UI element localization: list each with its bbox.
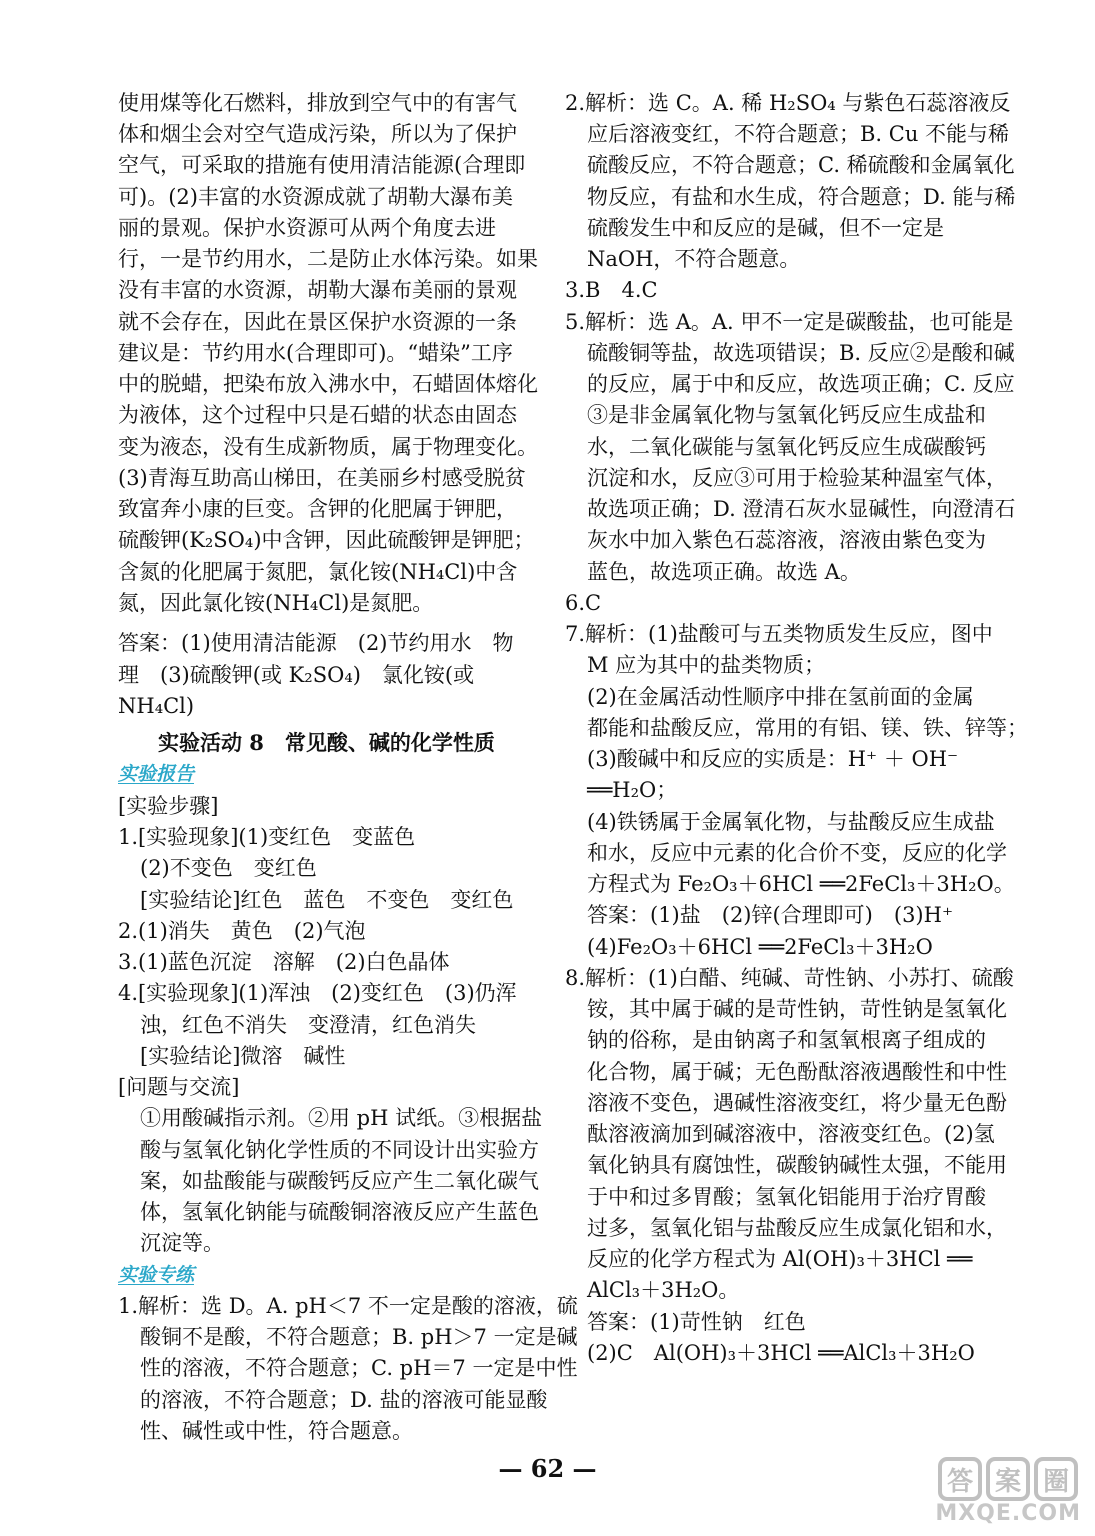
text-line: (2)在金属活动性顺序中排在氢前面的金属 — [587, 685, 974, 709]
text-line: 2.解析：选 C。A. 稀 H₂SO₄ 与紫色石蕊溶液反 — [565, 91, 1011, 115]
text-line: 2.(1)消失 黄色 (2)气泡 — [118, 919, 366, 943]
text-line: 1.[实验现象](1)变红色 变蓝色 — [118, 825, 416, 849]
text-line: 于中和过多胃酸；氢氧化铝能用于治疗胃酸 — [587, 1185, 986, 1209]
text-line: 4.[实验现象](1)浑浊 (2)变红色 (3)仍浑 — [118, 981, 517, 1005]
text-line: 铵，其中属于碱的是苛性钠，苛性钠是氢氧化 — [587, 997, 1007, 1021]
watermark-logo-char: 圈 — [1034, 1457, 1078, 1501]
text-line: 使用煤等化石燃料，排放到空气中的有害气 — [118, 91, 517, 115]
text-line: 中的脱蜡，把染布放入沸水中，石蜡固体熔化 — [118, 372, 538, 396]
text-line: 蓝色，故选项正确。故选 A。 — [587, 560, 861, 584]
text-line: 5.解析：选 A。A. 甲不一定是碳酸盐，也可能是 — [565, 310, 1014, 334]
text-line: 酸铜不是酸，不符合题意；B. pH＞7 一定是碱 — [140, 1325, 578, 1349]
text-line: 答案：(1)使用清洁能源 (2)节约用水 物 — [118, 631, 514, 655]
text-line: 方程式为 Fe₂O₃＋6HCl ══2FeCl₃＋3H₂O。 — [587, 872, 1015, 896]
text-line: 都能和盐酸反应，常用的有铝、镁、铁、锌等； — [587, 716, 1028, 740]
text-line: 体和烟尘会对空气造成污染，所以为了保护 — [118, 122, 517, 146]
text-line: 答案：(1)盐 (2)锌(合理即可) (3)H⁺ — [587, 903, 954, 927]
watermark — [935, 1457, 1081, 1526]
text-line: 7.解析：(1)盐酸可与五类物质发生反应，图中 — [565, 622, 993, 646]
text-line: [问题与交流] — [118, 1075, 240, 1099]
text-line: 3.(1)蓝色沉淀 溶解 (2)白色晶体 — [118, 950, 450, 974]
text-line: 丽的景观。保护水资源可从两个角度去进 — [118, 216, 496, 240]
text-line: M 应为其中的盐类物质； — [587, 653, 826, 677]
text-line: 含氮的化肥属于氮肥，氯化铵(NH₄Cl)中含 — [118, 560, 518, 584]
text-line: 物反应，有盐和水生成，符合题意；D. 能与稀 — [587, 185, 1016, 209]
text-line: 8.解析：(1)白醋、纯碱、苛性钠、小苏打、硫酸 — [565, 966, 1014, 990]
text-line: 灰水中加入紫色石蕊溶液，溶液由紫色变为 — [587, 528, 986, 552]
text-line: 硫酸反应，不符合题意；C. 稀硫酸和金属氧化 — [587, 153, 1015, 177]
text-line: 氧化钠具有腐蚀性，碳酸钠碱性太强，不能用 — [587, 1153, 1007, 1177]
text-line: [实验步骤] — [118, 794, 219, 818]
text-line: 体，氢氧化钠能与硫酸铜溶液反应产生蓝色 — [140, 1200, 539, 1224]
text-line: 3.B 4.C — [565, 278, 658, 302]
text-line: 水，二氧化碳能与氢氧化钙反应生成碳酸钙 — [587, 435, 986, 459]
text-line: 就不会存在，因此在景区保护水资源的一条 — [118, 310, 517, 334]
text-line: 空气，可采取的措施有使用清洁能源(合理即 — [118, 153, 526, 177]
watermark-url: MXQE.COM — [935, 1501, 1081, 1526]
text-line: 酸与氢氧化钠化学性质的不同设计出实验方 — [140, 1138, 539, 1162]
section-tag: 实验报告 — [118, 763, 195, 785]
text-line: 钠的俗称，是由钠离子和氢氧根离子组成的 — [587, 1028, 986, 1052]
watermark-logo — [935, 1457, 1081, 1501]
text-line: 浊，红色不消失 变澄清，红色消失 — [140, 1013, 476, 1037]
text-line: 可)。(2)丰富的水资源成就了胡勒大瀑布美 — [118, 185, 513, 209]
text-line: AlCl₃＋3H₂O。 — [587, 1278, 740, 1302]
text-line: (3)酸碱中和反应的实质是：H⁺ ＋ OH⁻ — [587, 747, 959, 771]
text-line: 硫酸发生中和反应的是碱，但不一定是 — [587, 216, 944, 240]
text-line: 6.C — [565, 591, 602, 615]
section-tag: 实验专练 — [118, 1264, 195, 1286]
text-line: [实验结论]微溶 碱性 — [140, 1044, 346, 1068]
text-line: NaOH，不符合题意。 — [587, 247, 801, 271]
text-line: ①用酸碱指示剂。②用 pH 试纸。③根据盐 — [140, 1106, 543, 1130]
text-line: 沉淀和水，反应③可用于检验某种温室气体， — [587, 466, 1007, 490]
text-line: 案，如盐酸能与碳酸钙反应产生二氧化碳气 — [140, 1169, 539, 1193]
text-line: 没有丰富的水资源，胡勒大瀑布美丽的景观 — [118, 278, 517, 302]
text-line: 变为液态，没有生成新物质，属于物理变化。 — [118, 435, 538, 459]
text-line: 性、碱性或中性，符合题意。 — [140, 1419, 413, 1443]
text-line: 理 (3)硫酸钾(或 K₂SO₄) 氯化铵(或 — [118, 663, 475, 687]
text-line: 化合物，属于碱；无色酚酞溶液遇酸性和中性 — [587, 1060, 1007, 1084]
text-line: 建议是：节约用水(合理即可)。“蜡染”工序 — [118, 341, 513, 365]
text-line: [实验结论]红色 蓝色 不变色 变红色 — [140, 888, 514, 912]
text-line: ══H₂O； — [587, 778, 678, 802]
text-line: 硫酸钾(K₂SO₄)中含钾，因此硫酸钾是钾肥； — [118, 528, 535, 552]
text-line: (4)Fe₂O₃＋6HCl ══2FeCl₃＋3H₂O — [587, 935, 933, 959]
watermark-logo-char: 答 — [938, 1457, 982, 1501]
text-line: 行，一是节约用水，二是防止水体污染。如果 — [118, 247, 538, 271]
text-line: 故选项正确；D. 澄清石灰水显碱性，向澄清石 — [587, 497, 1016, 521]
text-line: 过多，氢氧化铝与盐酸反应生成氯化铝和水， — [587, 1216, 1007, 1240]
watermark-logo-char: 案 — [986, 1457, 1030, 1501]
text-line: 氮，因此氯化铵(NH₄Cl)是氮肥。 — [118, 591, 434, 615]
text-line: 致富奔小康的巨变。含钾的化肥属于钾肥， — [118, 497, 517, 521]
page-number: — 62 — — [498, 1454, 597, 1483]
text-line: (4)铁锈属于金属氧化物，与盐酸反应生成盐 — [587, 810, 995, 834]
text-line: 的反应，属于中和反应，故选项正确；C. 反应 — [587, 372, 1015, 396]
text-line: 和水，反应中元素的化合价不变，反应的化学 — [587, 841, 1007, 865]
text-line: 硫酸铜等盐，故选项错误；B. 反应②是酸和碱 — [587, 341, 1015, 365]
text-line: 的溶液，不符合题意；D. 盐的溶液可能显酸 — [140, 1388, 548, 1412]
text-line: 答案：(1)苛性钠 红色 — [587, 1310, 806, 1334]
section-heading: 实验活动 8 常见酸、碱的化学性质 — [158, 730, 495, 755]
text-line: (3)青海互助高山梯田，在美丽乡村感受脱贫 — [118, 466, 526, 490]
text-line: 沉淀等。 — [140, 1231, 224, 1255]
text-line: NH₄Cl) — [118, 694, 195, 718]
text-line: (2)C Al(OH)₃＋3HCl ══AlCl₃＋3H₂O — [587, 1341, 975, 1365]
text-line: (2)不变色 变红色 — [140, 856, 317, 880]
text-line: 性的溶液，不符合题意；C. pH＝7 一定是中性 — [140, 1356, 578, 1380]
text-line: 1.解析：选 D。A. pH＜7 不一定是酸的溶液，硫 — [118, 1294, 578, 1318]
text-line: 为液体，这个过程中只是石蜡的状态由固态 — [118, 403, 517, 427]
text-line: ③是非金属氧化物与氢氧化钙反应生成盐和 — [587, 403, 986, 427]
text-line: 反应的化学方程式为 Al(OH)₃＋3HCl ══ — [587, 1247, 973, 1271]
text-line: 应后溶液变红，不符合题意；B. Cu 不能与稀 — [587, 122, 1010, 146]
text-line: 溶液不变色，遇碱性溶液变红，将少量无色酚 — [587, 1091, 1007, 1115]
text-line: 酞溶液滴加到碱溶液中，溶液变红色。(2)氢 — [587, 1122, 995, 1146]
